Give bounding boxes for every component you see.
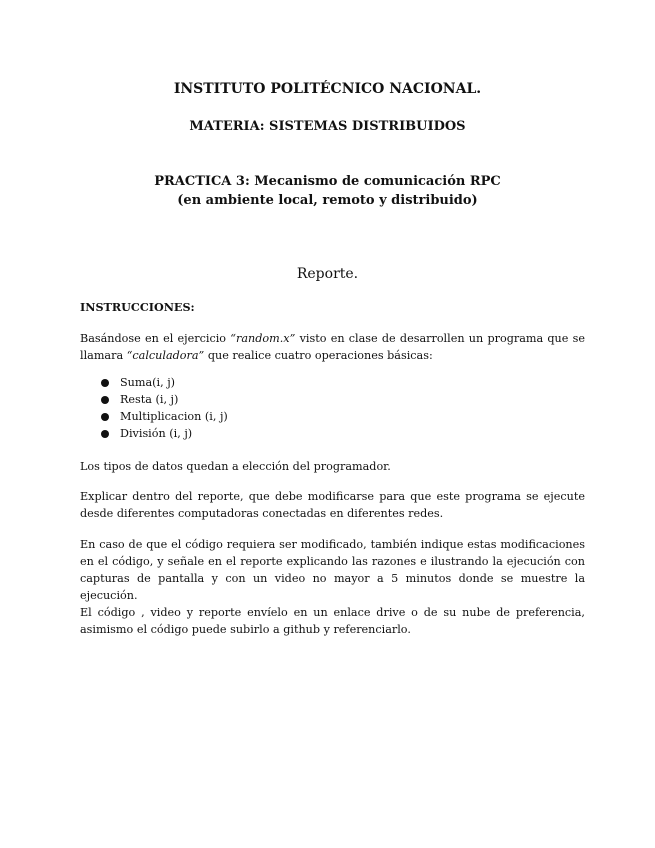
operation-label: Multiplicacion (i, j)	[120, 410, 228, 423]
bullet-icon	[101, 396, 109, 404]
operation-label: Resta (i, j)	[120, 393, 179, 406]
instructions-heading: INSTRUCCIONES:	[80, 300, 195, 314]
bullet-icon	[101, 430, 109, 438]
text-run: llamara	[80, 349, 127, 362]
practice-title	[0, 172, 655, 210]
paragraph-4-line-2: en el código, y señale en el reporte explicando las razones e ilustrando la ejecución con	[80, 555, 585, 568]
paragraph-4-line-1: En caso de que el código requiera ser modificado, también indique estas modificaciones	[80, 538, 585, 551]
exercise-filename: “random.x”	[230, 332, 296, 345]
paragraph-4-line-5: asimismo el código puede subirlo a github y referenciarlo.	[80, 623, 411, 636]
instructions-paragraph-2: Los tipos de datos quedan a elección del programador.	[80, 460, 391, 473]
institution-title: INSTITUTO POLITÉCNICO NACIONAL.	[173, 81, 482, 97]
paragraph-3-line-2: desde diferentes computadoras conectadas en diferentes redes.	[80, 507, 444, 520]
paragraph-4-line-3: capturas de pantalla y con un video no mayor a 5 minutos donde se muestre la ejecución.	[80, 572, 585, 602]
instructions-paragraph-4	[80, 536, 585, 638]
practice-title-line-1: PRACTICA 3: Mecanismo de comunicación RPC	[154, 174, 501, 189]
operation-label: División (i, j)	[120, 427, 193, 440]
operations-list	[80, 374, 228, 442]
instructions-paragraph-1	[80, 330, 585, 364]
text-run: visto en clase de desarrollen un programa que se	[295, 332, 585, 345]
instructions-paragraph-3	[80, 488, 585, 522]
bullet-icon	[101, 379, 109, 387]
list-item	[80, 374, 228, 391]
subject-title: MATERIA: SISTEMAS DISTRIBUIDOS	[189, 119, 466, 134]
paragraph-1-line-1	[80, 330, 585, 347]
paragraph-4-line-4: El código , video y reporte envíelo en un enlace drive o de su nube de preferencia,	[80, 606, 585, 619]
list-item	[80, 391, 228, 408]
list-item	[80, 425, 228, 442]
operation-label: Suma(i, j)	[120, 376, 176, 389]
text-run: Basándose en el ejercicio	[80, 332, 231, 345]
program-name: “calculadora”	[126, 349, 205, 362]
practice-title-line-2: (en ambiente local, remoto y distribuido)	[177, 193, 478, 208]
report-title: Reporte.	[296, 266, 359, 282]
bullet-icon	[101, 413, 109, 421]
paragraph-1-line-2	[80, 347, 585, 364]
paragraph-3-line-1: Explicar dentro del reporte, que debe modificarse para que este programa se ejecute	[80, 490, 585, 503]
text-run: que realice cuatro operaciones básicas:	[204, 349, 433, 362]
list-item	[80, 408, 228, 425]
